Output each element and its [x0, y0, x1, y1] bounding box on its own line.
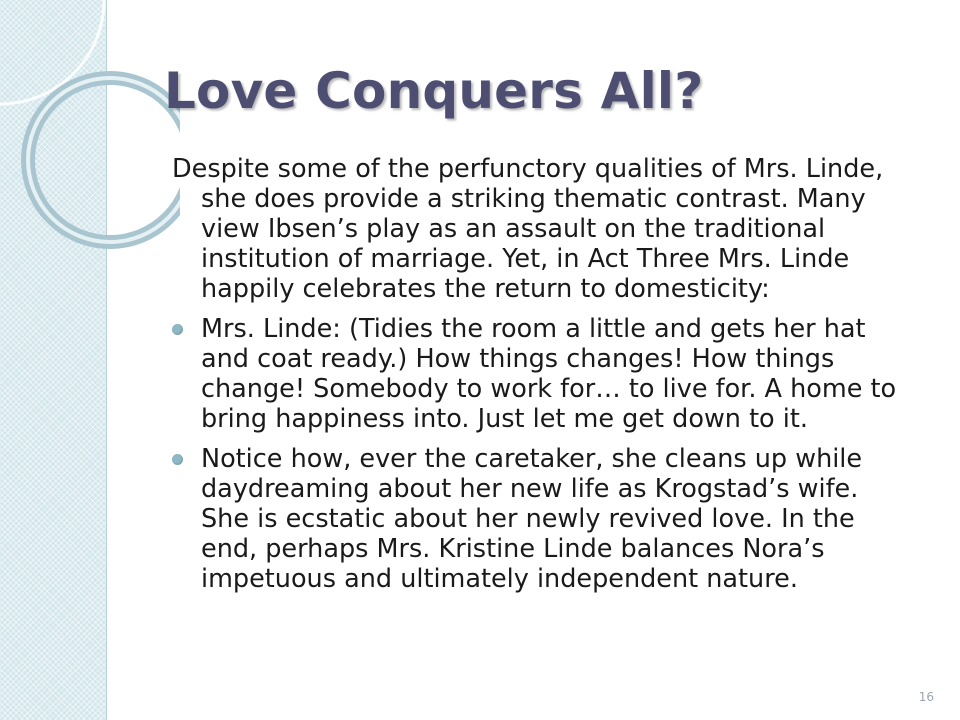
bullet-dot-icon — [172, 454, 183, 465]
bullet-item — [172, 314, 912, 434]
ring-highlight-circle — [28, 78, 180, 242]
bullet-dot-icon — [172, 324, 183, 335]
slide-body — [172, 154, 912, 604]
bullet-item — [172, 444, 912, 594]
page-number: 16 — [918, 690, 934, 704]
intro-paragraph: Despite some of the perfunctory qualities of Mrs. Linde, she does provide a striking thematic contrast. Many view Ibsen’s play as an assault on the traditional institution of marriage. Yet, in Act Three Mrs. Linde happily celebrates the return to domesticity: — [172, 154, 884, 304]
slide-title: Love Conquers All? — [164, 62, 704, 120]
large-decorative-circle — [0, 0, 104, 104]
bullet-list — [172, 314, 912, 594]
bullet-text: Mrs. Linde: (Tidies the room a little and gets her hat and coat ready.) How things changes! How things change! Somebody to work for… to live for. A home to bring happiness into. Just let me get down to it. — [201, 314, 897, 434]
bullet-text: Notice how, ever the caretaker, she cleans up while daydreaming about her new life as Krogstad’s wife. She is ecstatic about her newly revived love. In the end, perhaps Mrs. Kristine Linde balances Nora’s impetuous and ultimately independent nature. — [201, 444, 863, 594]
decorative-circles — [0, 0, 180, 260]
